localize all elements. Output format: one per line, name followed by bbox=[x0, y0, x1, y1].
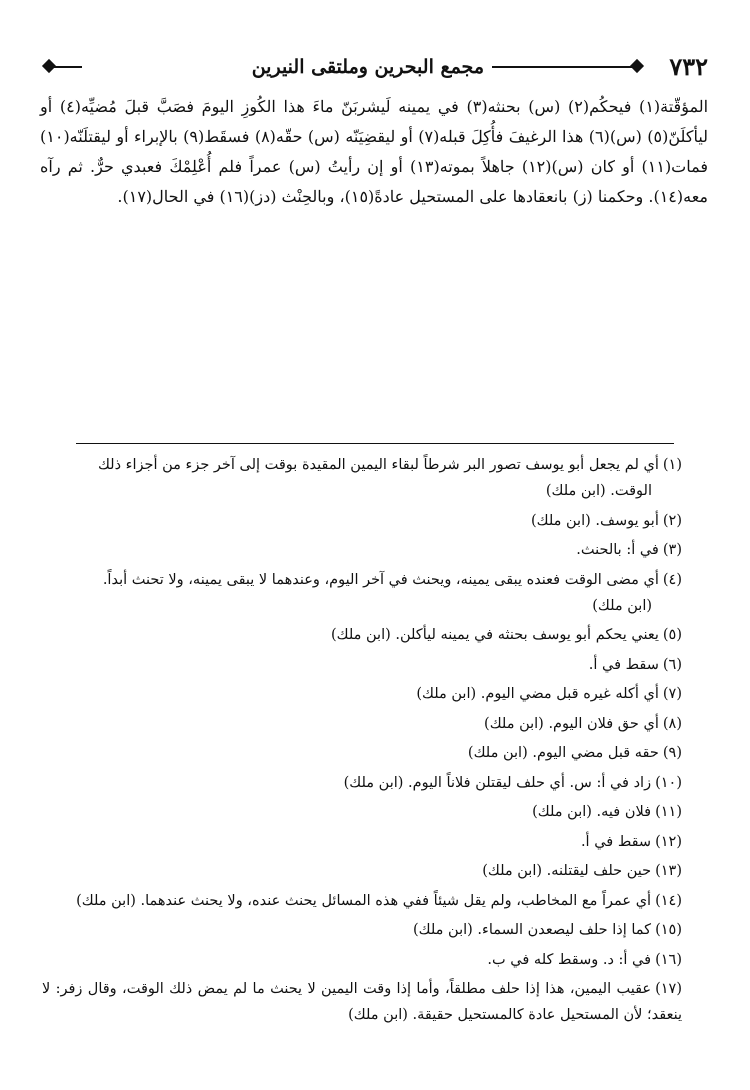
footnote-number: (١) bbox=[662, 457, 682, 473]
footnote bbox=[42, 947, 682, 973]
footnote-number: (٤) bbox=[662, 571, 682, 588]
footnote bbox=[42, 888, 682, 914]
footnote bbox=[42, 740, 682, 766]
footnote-text: أي حق فلان اليوم. (ابن ملك) bbox=[484, 715, 659, 732]
footnote bbox=[42, 829, 682, 855]
footnote-text: في أ: د. وسقط كله في ب. bbox=[487, 951, 652, 968]
footnote bbox=[42, 858, 682, 884]
main-paragraph: المؤقّتة(١) فيحكُم(٢) (س) بحنثه(٣) في يمينه لَيشربَنّ ماءَ هذا الكُوزِ اليومَ فصَبَّ قبلَ مُضيِّه(٤) أو ليأكلَنّ(٥) (س)(٦) هذا الرغيفَ فأُكِلَ قبله(٧) أو ليقضِيَنّه (س) حقّه(٨) فسقَط(٩) بالإبراء أو ليقتلَنّه(١٠) فمات(١١) أو كان (س)(١٢) جاهلاً بموته(١٣) أو إن رأيتُ (س) عمراً فلم أُعْلِمْكَ فعبدي حرٌّ. ثم رآه معه(١٤). وحكمنا (ز) بانعقادها على المستحيل عادةً(١٥)، وبالحِنْث (دز)(١٦) في الحال(١٧). bbox=[40, 97, 709, 206]
footnote-text: أي لم يجعل أبو يوسف تصور البر شرطاً لبقاء اليمين المقيدة بوقت إلى آخر جزء من أجزاء ذلك bbox=[97, 457, 659, 473]
footnote-number: (١٣) bbox=[655, 863, 682, 879]
running-title: مجمع البحرين وملتقى النيرين bbox=[251, 56, 484, 78]
footnote bbox=[42, 452, 682, 504]
footnote-text: أي أكله غيره قبل مضي اليوم. (ابن ملك) bbox=[416, 686, 659, 702]
footnote bbox=[42, 567, 682, 619]
footnote-text: حقه قبل مضي اليوم. (ابن ملك) bbox=[467, 745, 659, 761]
footnote bbox=[42, 770, 682, 796]
footnote bbox=[42, 508, 682, 534]
footnote-text: فلان فيه. (ابن ملك) bbox=[532, 804, 652, 820]
footnote bbox=[42, 652, 682, 678]
footnote-text: أي عمراً مع المخاطب، ولم يقل شيئاً ففي هذه المسائل يحنث عنده، ولا يحنث عندهما. (ابن ملك) bbox=[76, 892, 652, 909]
footnote-continuation: الوقت. (ابن ملك) bbox=[545, 483, 652, 499]
header-rule bbox=[492, 66, 634, 68]
footnote bbox=[42, 711, 682, 737]
footnote-number: (١٠) bbox=[655, 774, 682, 791]
footnote-separator bbox=[76, 443, 674, 444]
footnote-text: سقط في أ. bbox=[580, 833, 652, 850]
main-text bbox=[40, 92, 708, 212]
page-number: ٧٣٢ bbox=[669, 52, 708, 81]
footnote-number: (١٢) bbox=[655, 833, 682, 850]
footnote-text: يعني يحكم أبو يوسف بحنثه في يمينه ليأكلن. (ابن ملك) bbox=[330, 627, 659, 643]
footnote-number: (١٥) bbox=[655, 922, 682, 938]
footnotes bbox=[42, 452, 682, 1032]
footnote bbox=[42, 537, 682, 563]
footnote-number: (٦) bbox=[662, 656, 682, 673]
footnote-number: (١٤) bbox=[655, 892, 682, 909]
footnote bbox=[42, 976, 682, 1028]
footnote bbox=[42, 681, 682, 707]
footnote-text: زاد في أ: س. أي حلف ليقتلن فلاناً اليوم. (ابن ملك) bbox=[343, 774, 652, 791]
footnote-text: كما إذا حلف ليصعدن السماء. (ابن ملك) bbox=[412, 922, 652, 938]
footnote-text: سقط في أ. bbox=[588, 656, 659, 673]
footnote-text: عقيب اليمين، هذا إذا حلف مطلقاً، وأما إذا وقت اليمين لا يحنث ما لم يمض ذلك الوقت، وقال زفر: لا ينعقد؛ لأن المستحيل عادة كالمستحيل حقيقة. (ابن ملك) bbox=[42, 981, 682, 1023]
footnote-number: (٩) bbox=[662, 745, 682, 761]
footnote bbox=[42, 917, 682, 943]
footnote-text: أبو يوسف. (ابن ملك) bbox=[530, 512, 659, 529]
footnote-number: (٧) bbox=[662, 686, 682, 702]
footnote-continuation: (ابن ملك) bbox=[592, 597, 652, 614]
footnote-number: (٥) bbox=[662, 627, 682, 643]
header-rule bbox=[52, 66, 82, 68]
footnote-text: في أ: بالحنث. bbox=[576, 542, 659, 558]
footnote bbox=[42, 799, 682, 825]
page-header bbox=[40, 52, 708, 82]
footnote-number: (٨) bbox=[662, 715, 682, 732]
footnote-text: حين حلف ليقتلنه. (ابن ملك) bbox=[482, 863, 652, 879]
footnote-number: (١٦) bbox=[655, 951, 682, 968]
footnote-number: (٣) bbox=[662, 542, 682, 558]
footnote-number: (١٧) bbox=[655, 981, 682, 997]
footnote-number: (١١) bbox=[655, 804, 682, 820]
footnote-number: (٢) bbox=[662, 512, 682, 529]
diamond-ornament-icon bbox=[42, 59, 56, 73]
footnote-text: أي مضى الوقت فعنده يبقى يمينه، ويحنث في آخر اليوم، وعندهما لا يبقى يمينه، ولا تحنث أبداً. bbox=[102, 571, 659, 588]
footnote bbox=[42, 622, 682, 648]
